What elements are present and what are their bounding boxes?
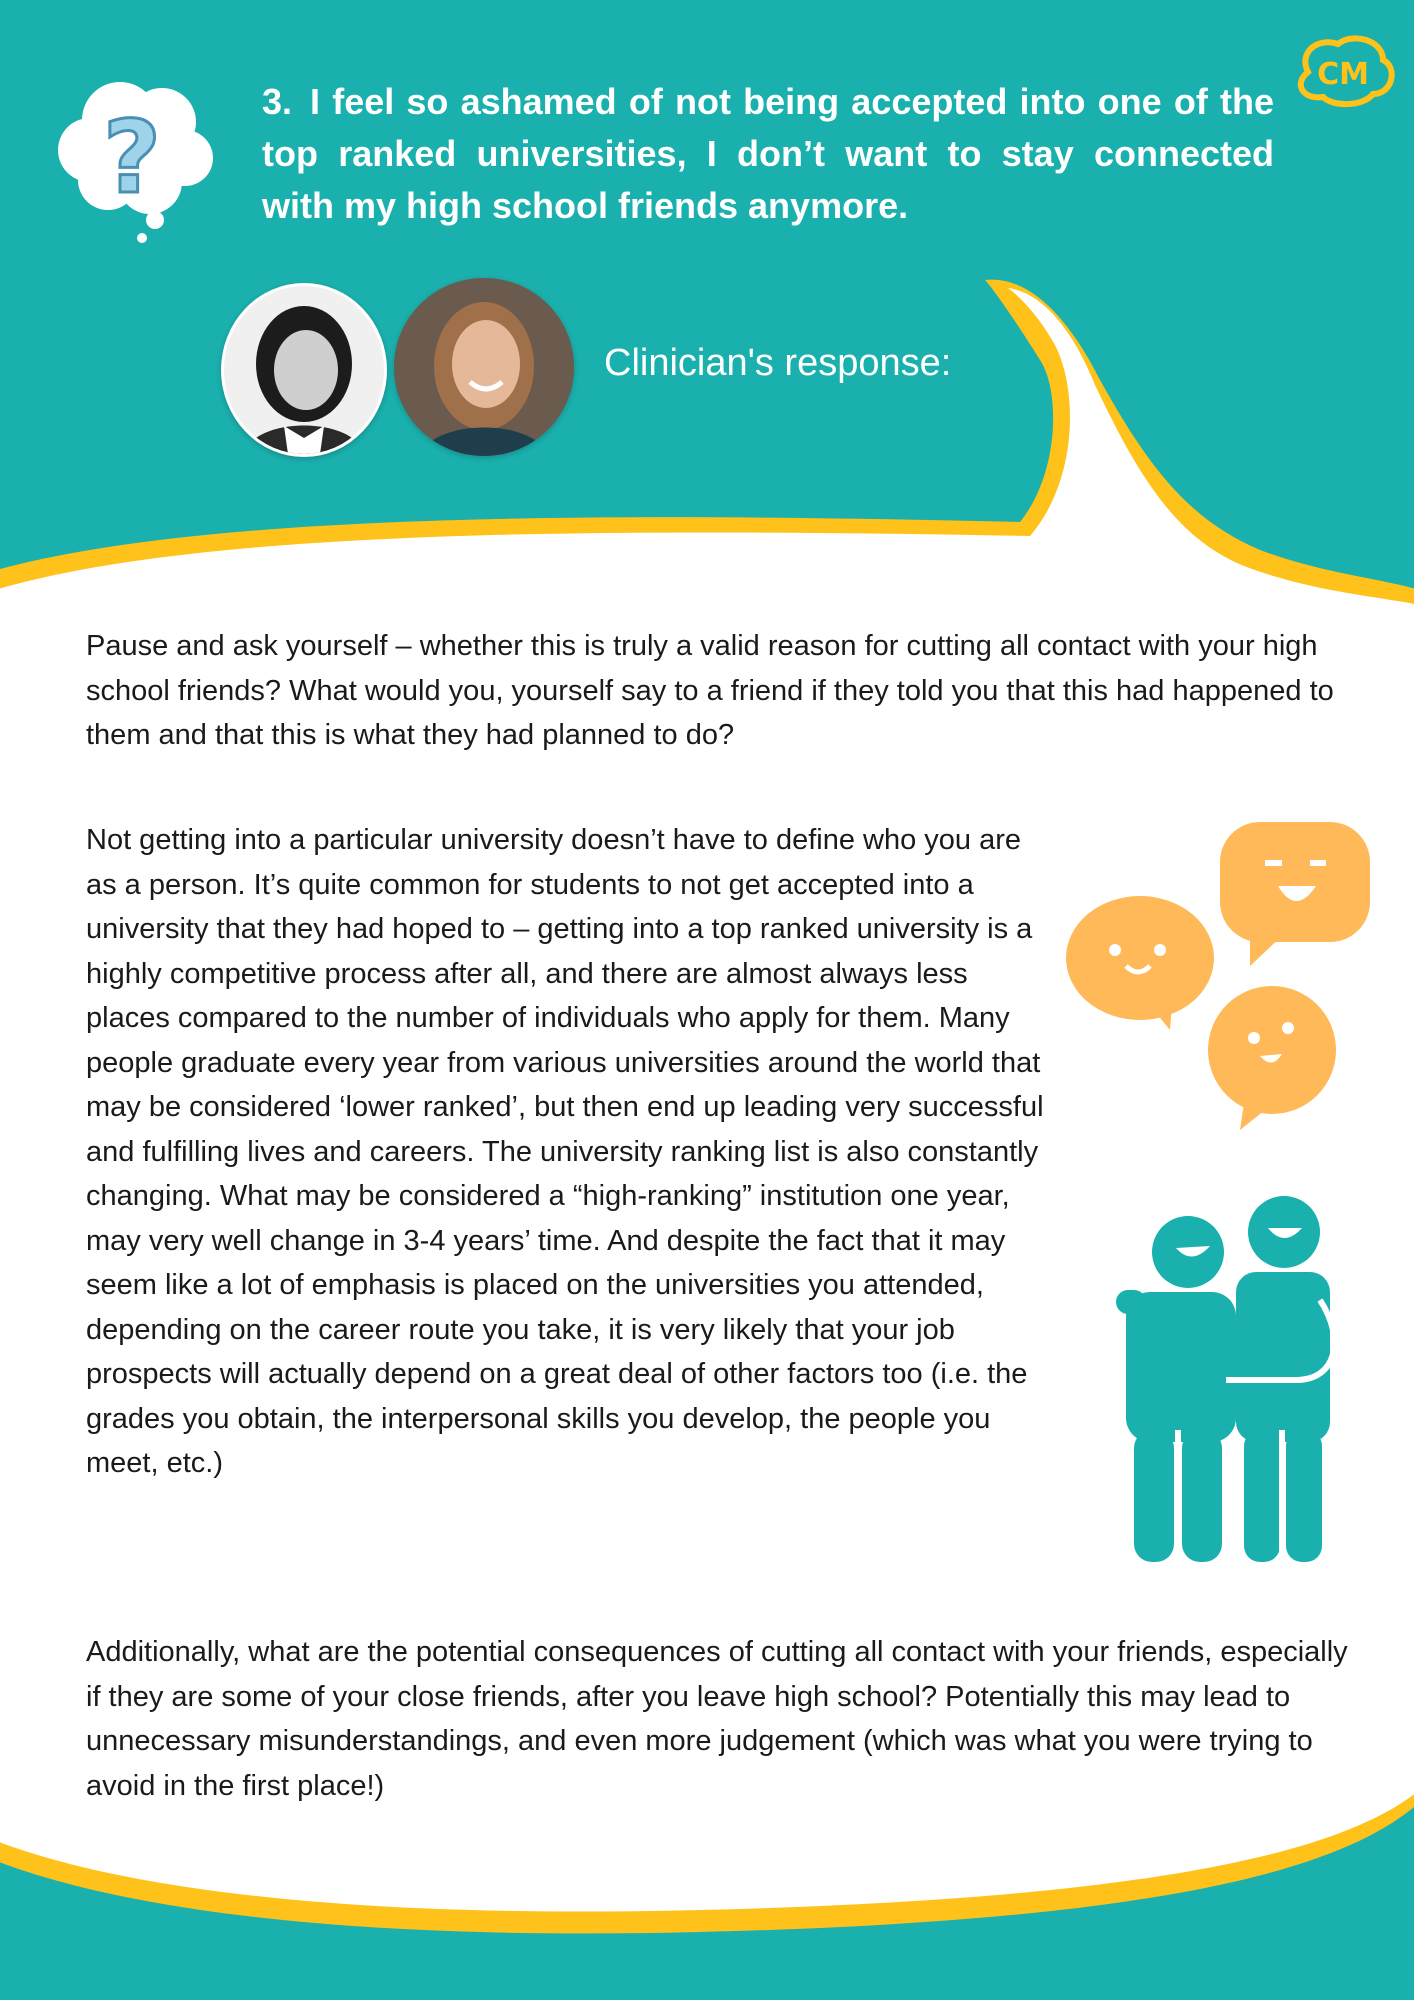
- speech-bubbles-faces-icon: [1060, 818, 1380, 1138]
- two-friends-hugging-icon: [1116, 1190, 1356, 1570]
- paragraph-not-getting-in: Not getting into a particular university doesn’t have to define who you are as a person. It’s quite common for students to not get accepted into a university that they had hoped to – getting into a top ranked university is a highly competitive process after all, and there are almost always less places compared to the number of individuals who apply for them. Many people graduate every year from various universities around the world that may be considered ‘lower ranked’, but then end up leading very successful and fulfilling lives and careers. The university ranking list is also constantly changing. What may be considered a “high-ranking” institution one year, may very well change in 3-4 years’ time. And despite the fact that it may seem like a lot of emphasis is placed on the universities you attended, depending on the career route you take, it is very likely that your job prospects will actually depend on a great deal of other factors too (i.e. the grades you obtain, the interpersonal skills you develop, the people you meet, etc.): [86, 824, 1044, 1479]
- paragraph-consequences: Additionally, what are the potential consequences of cutting all contact with your friends, especially if they are some of your close friends, after you leave high school? Potentially this may lead to unnecessary misunderstandings, and even more judgement (which was what you were trying to avoid in the first place!): [86, 1636, 1348, 1802]
- svg-text:?: ?: [102, 99, 162, 216]
- paragraph-pause: Pause and ask yourself – whether this is truly a valid reason for cutting all contact with your high school friends? What would you, yourself say to a friend if they told you that this had happened to them and that this is what they had planned to do?: [86, 630, 1334, 751]
- question-number: 3.: [262, 81, 293, 122]
- question-text: I feel so ashamed of not being accepted into one of the top ranked universities, I don’t want to stay connected with my high school friends anymore.: [262, 81, 1274, 226]
- question-heading: [262, 76, 1274, 232]
- svg-text:CM: CM: [1317, 57, 1369, 92]
- clinician-avatar-1: [221, 283, 387, 457]
- clinician-avatar-2: [394, 278, 574, 456]
- clinician-response-label: Clinician's response:: [604, 342, 952, 384]
- thought-cloud-question-icon: [50, 70, 220, 245]
- cm-logo: [1288, 32, 1398, 112]
